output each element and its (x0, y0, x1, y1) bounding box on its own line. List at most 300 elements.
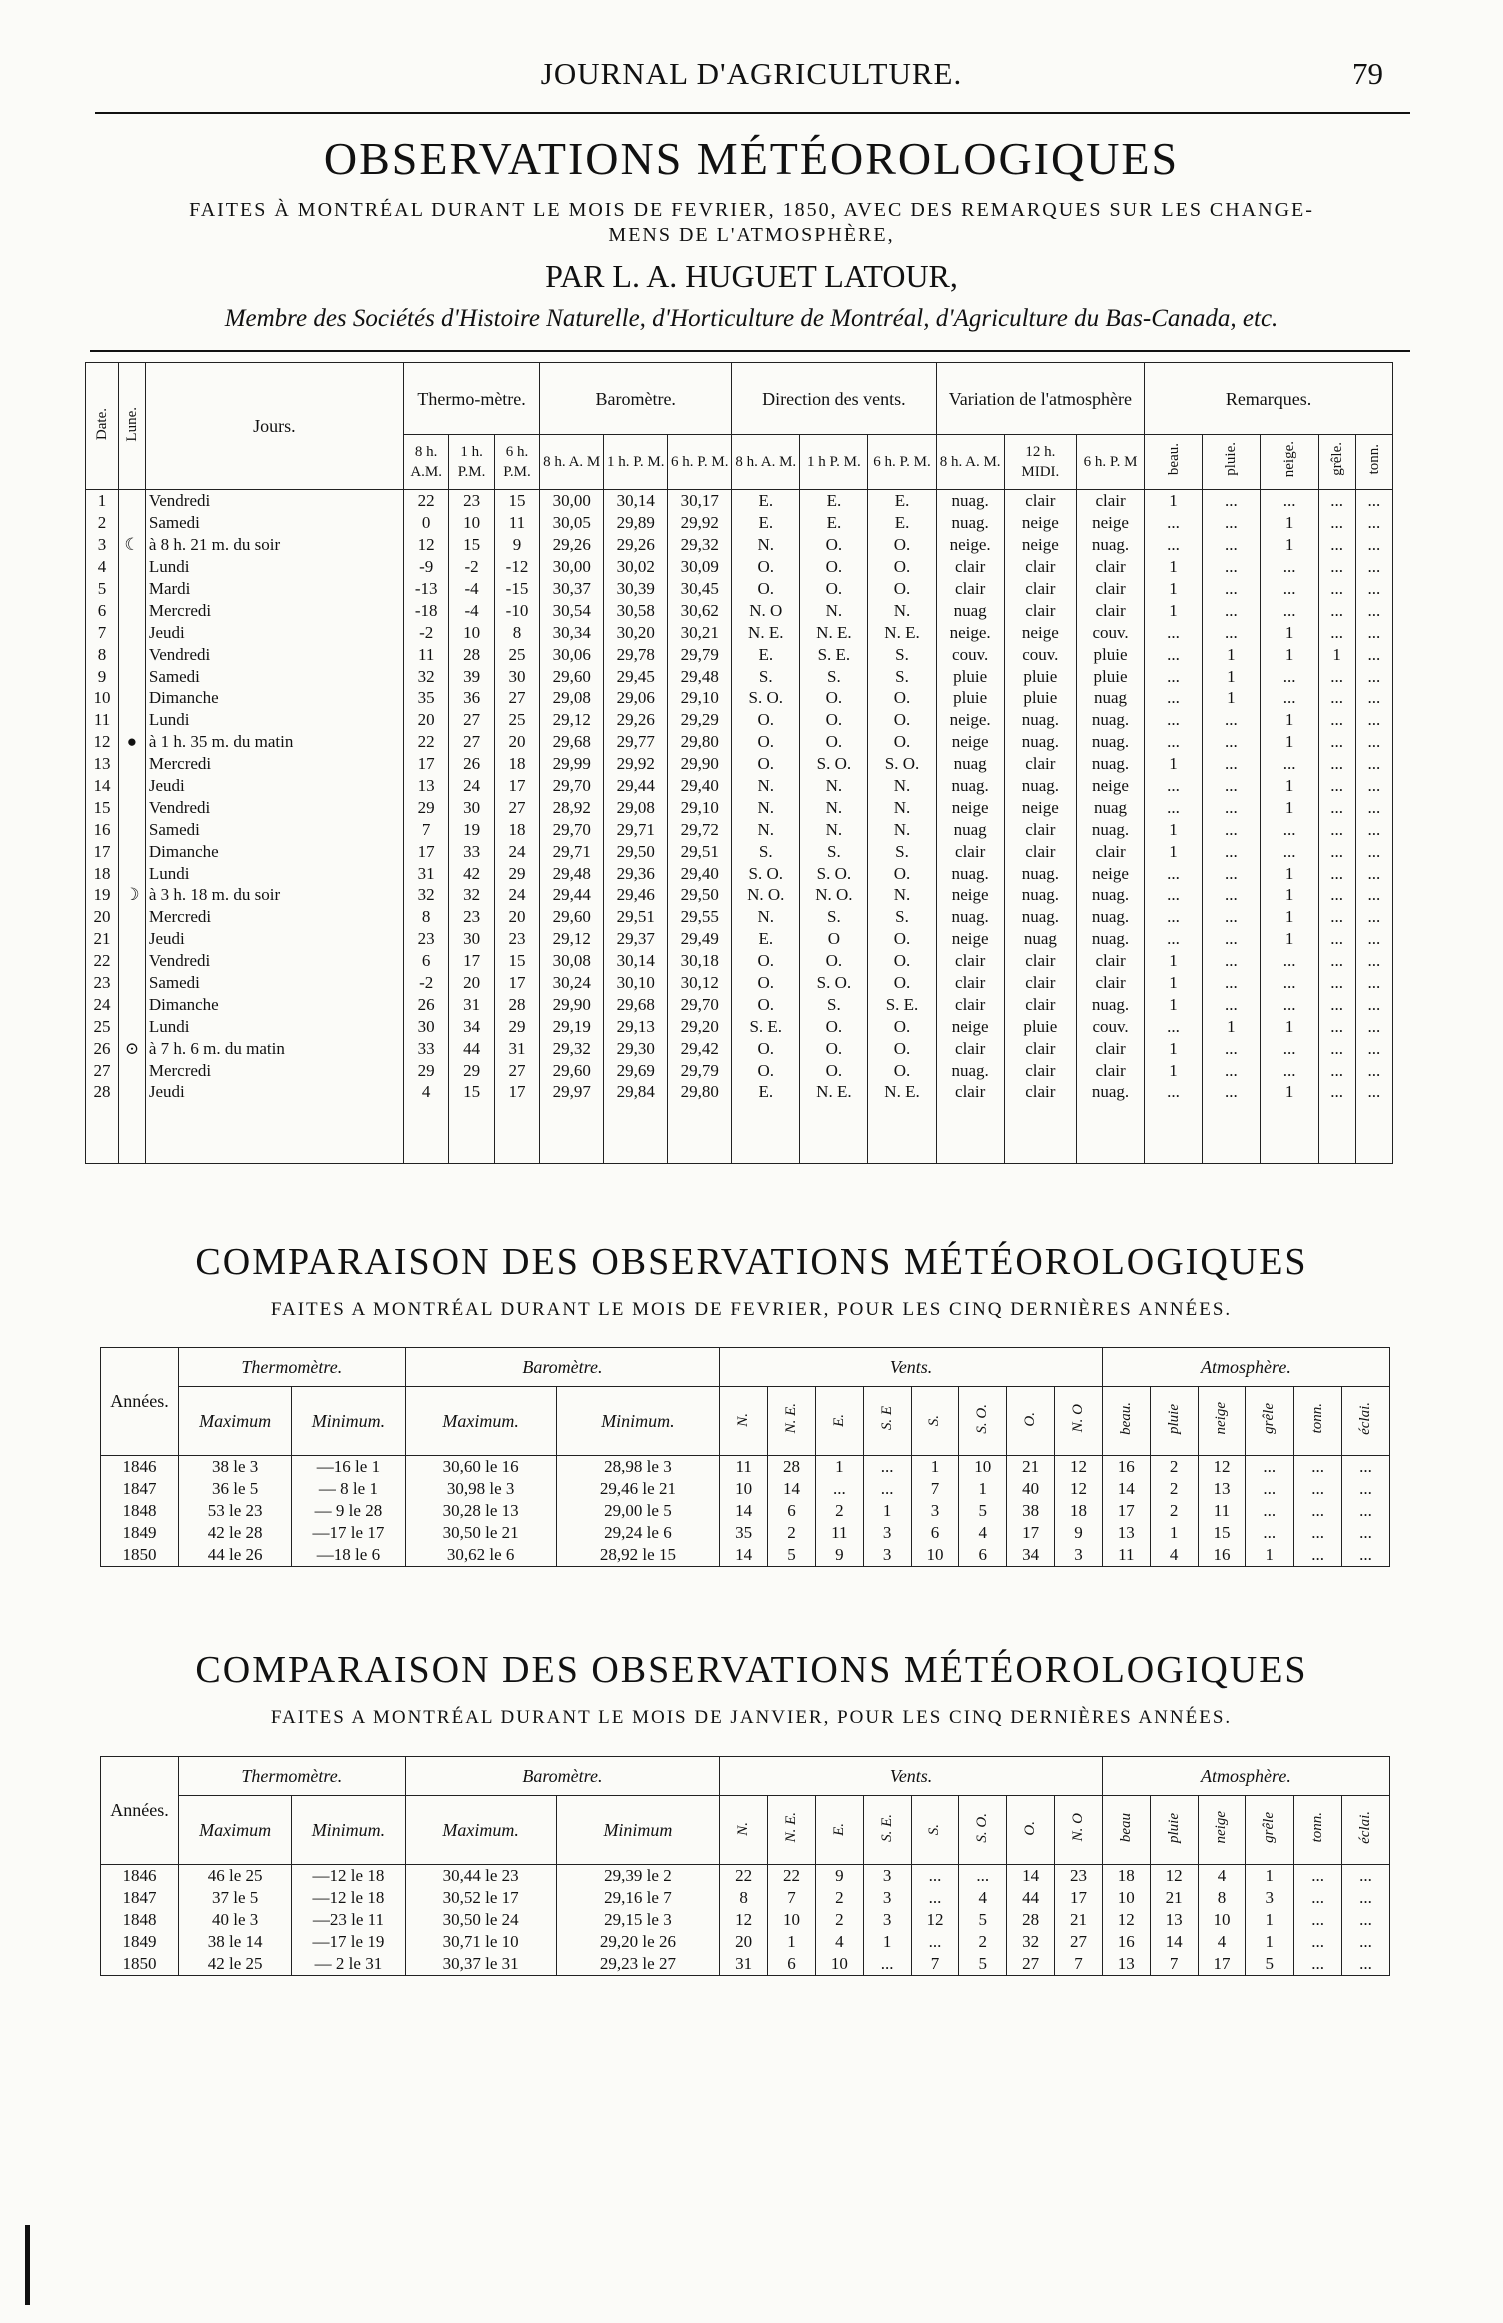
blank-cell (1260, 1103, 1318, 1164)
value-cell: ... (1342, 1953, 1390, 1976)
remark-cell: ... (1355, 775, 1392, 797)
year-cell: 1850 (101, 1953, 179, 1976)
value-cell: 29,50 (668, 884, 732, 906)
value-cell: neige (936, 796, 1004, 818)
table-row (86, 840, 1393, 862)
running-head (0, 50, 1503, 100)
year-cell: 1849 (101, 1931, 179, 1953)
value-cell: 13 (1102, 1953, 1150, 1976)
sub-column-header (1342, 1387, 1390, 1456)
remark-cell: ... (1202, 753, 1260, 775)
remark-cell: ... (1318, 599, 1355, 621)
value-cell: 27 (494, 1059, 539, 1081)
value-cell: 31 (720, 1953, 768, 1976)
value-cell: 1 (1246, 1931, 1294, 1953)
value-cell: 5 (959, 1909, 1007, 1931)
sub-column-label: O. (1022, 1820, 1039, 1836)
value-cell: 1 (815, 1456, 863, 1479)
running-title: JOURNAL D'AGRICULTURE. (540, 56, 963, 91)
value-cell: 30,58 (604, 599, 668, 621)
value-cell: clair (936, 972, 1004, 994)
remark-cell: ... (1318, 906, 1355, 928)
value-cell: nuag. (1004, 775, 1076, 797)
day-cell: Jeudi (145, 621, 403, 643)
remark-cell: ... (1202, 972, 1260, 994)
value-cell: 14 (720, 1500, 768, 1522)
value-cell: clair (936, 1037, 1004, 1059)
table-row (86, 665, 1393, 687)
remark-cell: ... (1318, 709, 1355, 731)
blank-cell (86, 1103, 119, 1164)
sub-column-header (959, 1387, 1007, 1456)
remark-cell: ... (1318, 950, 1355, 972)
remark-cell: 1 (1145, 490, 1203, 512)
remark-cell: ... (1260, 840, 1318, 862)
value-cell: N. E. (800, 621, 868, 643)
value-cell: 29,37 (604, 928, 668, 950)
value-cell: couv. (1076, 1015, 1144, 1037)
value-cell: nuag. (1004, 862, 1076, 884)
table-row (86, 490, 1393, 512)
date-cell: 23 (86, 972, 119, 994)
date-cell: 4 (86, 556, 119, 578)
value-cell: 20 (720, 1931, 768, 1953)
time-header-10: 12 h. MIDI. (1004, 435, 1076, 490)
sub-column-label: S. (926, 1415, 943, 1427)
sub-column-label: S. (926, 1824, 943, 1836)
value-cell: 27 (494, 796, 539, 818)
moon-phase-cell (119, 556, 146, 578)
value-cell: 28 (768, 1456, 816, 1479)
remark-cell: ... (1355, 1037, 1392, 1059)
value-cell: O. (800, 556, 868, 578)
date-cell: 7 (86, 621, 119, 643)
value-cell: 17 (403, 753, 448, 775)
remark-cell: ... (1355, 906, 1392, 928)
remark-cell: ... (1355, 950, 1392, 972)
value-cell: N. (732, 796, 800, 818)
remark-cell: ... (1260, 1059, 1318, 1081)
remark-cell: ... (1202, 775, 1260, 797)
value-cell: 4 (1198, 1931, 1246, 1953)
sub-column-label: beau. (1117, 1402, 1134, 1435)
value-cell: ... (1342, 1500, 1390, 1522)
value-cell: ... (1294, 1478, 1342, 1500)
day-cell: Mercredi (145, 906, 403, 928)
value-cell: S. O. (732, 687, 800, 709)
value-cell: 29,42 (668, 1037, 732, 1059)
value-cell: ... (1294, 1909, 1342, 1931)
value-cell: —16 le 1 (292, 1456, 405, 1479)
sub-column-label: S. O. (974, 1812, 991, 1843)
value-cell: neige. (936, 709, 1004, 731)
sub-column-label: neige (1213, 1402, 1230, 1435)
value-cell: O. (868, 534, 936, 556)
value-cell: S. (800, 840, 868, 862)
remark-cell: ... (1202, 578, 1260, 600)
remark-cell: ... (1355, 1015, 1392, 1037)
sub-column-label: N. O (1069, 1813, 1086, 1842)
value-cell: clair (1076, 490, 1144, 512)
value-cell: N. O (732, 599, 800, 621)
value-cell: 31 (403, 862, 448, 884)
moon-phase-cell: ☽ (119, 884, 146, 906)
value-cell: 6 (911, 1522, 959, 1544)
value-cell: 9 (494, 534, 539, 556)
value-cell: N. (732, 775, 800, 797)
byline: PAR L. A. HUGUET LATOUR, (545, 258, 958, 294)
value-cell: 5 (959, 1500, 1007, 1522)
value-cell: 28,98 le 3 (556, 1456, 720, 1479)
remark-cell: 1 (1145, 556, 1203, 578)
value-cell: 7 (403, 818, 448, 840)
date-cell: 18 (86, 862, 119, 884)
value-cell: -18 (403, 599, 448, 621)
value-cell: O. (800, 1015, 868, 1037)
value-cell: 23 (1055, 1865, 1103, 1888)
value-cell: 30,24 (540, 972, 604, 994)
sub-column-header (1102, 1387, 1150, 1456)
value-cell: 29,29 (668, 709, 732, 731)
remark-cell: ... (1202, 709, 1260, 731)
value-cell: 33 (449, 840, 494, 862)
remark-cell: ... (1355, 731, 1392, 753)
blank-cell (936, 1103, 1004, 1164)
value-cell: 29,99 (540, 753, 604, 775)
value-cell: 32 (1007, 1931, 1055, 1953)
value-cell: 17 (1055, 1887, 1103, 1909)
value-cell: neige (936, 884, 1004, 906)
value-cell: 30,37 (540, 578, 604, 600)
value-cell: N. (868, 775, 936, 797)
value-cell: 29,84 (604, 1081, 668, 1103)
remark-cell: ... (1202, 621, 1260, 643)
value-cell: nuag. (936, 512, 1004, 534)
value-cell: ... (911, 1865, 959, 1888)
value-cell: ... (1294, 1931, 1342, 1953)
value-cell: 29,10 (668, 796, 732, 818)
table-row (101, 1500, 1390, 1522)
value-cell: 28 (494, 993, 539, 1015)
remark-cell: ... (1202, 599, 1260, 621)
day-cell: Jeudi (145, 1081, 403, 1103)
value-cell: 28,92 le 15 (556, 1544, 720, 1567)
comparison-feb-subtitle: FAITES A MONTRÉAL DURANT LE MOIS DE FEVRIER, POUR LES CINQ DERNIÈRES ANNÉES. (270, 1299, 1233, 1320)
remark-cell: 1 (1145, 599, 1203, 621)
sub-column-label: S. E. (878, 1813, 895, 1842)
value-cell: nuag (1076, 796, 1144, 818)
remark-cell: ... (1260, 578, 1318, 600)
value-cell: 1 (1246, 1865, 1294, 1888)
remark-cell: ... (1355, 490, 1392, 512)
value-cell: 1 (863, 1500, 911, 1522)
value-cell: 30,60 le 16 (405, 1456, 556, 1479)
value-cell: N. E. (732, 621, 800, 643)
value-cell: 1 (1150, 1522, 1198, 1544)
value-cell: 44 (449, 1037, 494, 1059)
value-cell: 8 (494, 621, 539, 643)
sub-column-label: N. (735, 1821, 752, 1836)
year-cell: 1847 (101, 1887, 179, 1909)
remark-cell: 1 (1202, 643, 1260, 665)
sub-column-header (768, 1796, 816, 1865)
value-cell: clair (1004, 753, 1076, 775)
remark-cell: 1 (1260, 906, 1318, 928)
sub-column-header (1102, 1796, 1150, 1865)
value-cell: 14 (1007, 1865, 1055, 1888)
remark-cell: ... (1145, 1015, 1203, 1037)
remark-cell: ... (1318, 928, 1355, 950)
value-cell: 29,79 (668, 1059, 732, 1081)
value-cell: — 2 le 31 (292, 1953, 405, 1976)
year-cell: 1846 (101, 1865, 179, 1888)
value-cell: ... (1342, 1887, 1390, 1909)
value-cell: ... (1294, 1522, 1342, 1544)
value-cell: S. O. (732, 862, 800, 884)
table-row (101, 1522, 1390, 1544)
value-cell: 3 (863, 1544, 911, 1567)
value-cell: 32 (403, 665, 448, 687)
day-cell: à 7 h. 6 m. du matin (145, 1037, 403, 1059)
col-date-header: Date. (86, 363, 119, 490)
value-cell: -2 (403, 972, 448, 994)
value-cell: 40 le 3 (179, 1909, 292, 1931)
date-cell: 25 (86, 1015, 119, 1037)
vents-group-header: Direction des vents. (732, 363, 936, 435)
value-cell: 30,06 (540, 643, 604, 665)
day-cell: Dimanche (145, 993, 403, 1015)
value-cell: 17 (494, 1081, 539, 1103)
value-cell: 30,05 (540, 512, 604, 534)
value-cell: O. (868, 709, 936, 731)
value-cell: S. (732, 840, 800, 862)
value-cell: 29,40 (668, 862, 732, 884)
blank-cell (868, 1103, 936, 1164)
value-cell: 5 (768, 1544, 816, 1567)
value-cell: pluie (1004, 665, 1076, 687)
value-cell: S. (868, 643, 936, 665)
table-row (86, 599, 1393, 621)
value-cell: 11 (1102, 1544, 1150, 1567)
value-cell: 22 (403, 731, 448, 753)
sub-column-label: pluie (1165, 1403, 1182, 1434)
value-cell: 17 (494, 972, 539, 994)
value-cell: couv. (1004, 643, 1076, 665)
value-cell: 29,48 (668, 665, 732, 687)
remark-cell: ... (1318, 621, 1355, 643)
value-cell: 29,72 (668, 818, 732, 840)
value-cell: ... (1246, 1456, 1294, 1479)
value-cell: N. (868, 796, 936, 818)
date-cell: 20 (86, 906, 119, 928)
value-cell: 5 (1246, 1953, 1294, 1976)
value-cell: N. O. (732, 884, 800, 906)
value-cell: —18 le 6 (292, 1544, 405, 1567)
remark-cell: ... (1318, 775, 1355, 797)
remark-cell: 1 (1202, 687, 1260, 709)
value-cell: nuag. (936, 906, 1004, 928)
moon-phase-cell (119, 621, 146, 643)
date-cell: 5 (86, 578, 119, 600)
value-cell: 13 (403, 775, 448, 797)
sub-column-header: Maximum. (405, 1387, 556, 1456)
value-cell: 29,10 (668, 687, 732, 709)
remark-header-4 (1355, 435, 1392, 490)
table-row (86, 687, 1393, 709)
remark-cell: 1 (1260, 621, 1318, 643)
sub-column-header: Minimum. (556, 1387, 720, 1456)
value-cell: 29,80 (668, 731, 732, 753)
value-cell: 30 (403, 1015, 448, 1037)
value-cell: 15 (494, 490, 539, 512)
value-cell: 5 (959, 1953, 1007, 1976)
value-cell: 30,62 (668, 599, 732, 621)
value-cell: -2 (449, 556, 494, 578)
table-row (86, 512, 1393, 534)
value-cell: 16 (1102, 1931, 1150, 1953)
remark-cell: ... (1145, 775, 1203, 797)
value-cell: 10 (959, 1456, 1007, 1479)
remark-cell: ... (1355, 993, 1392, 1015)
thermometre-header: Thermomètre. (179, 1348, 406, 1387)
value-cell: 29,06 (604, 687, 668, 709)
sub-column-label: grêle (1261, 1403, 1278, 1434)
value-cell: nuag. (1004, 731, 1076, 753)
value-cell: 29,08 (604, 796, 668, 818)
value-cell: 37 le 5 (179, 1887, 292, 1909)
value-cell: neige (1004, 621, 1076, 643)
remark-cell: 1 (1260, 709, 1318, 731)
value-cell: O. (800, 950, 868, 972)
value-cell: 30,98 le 3 (405, 1478, 556, 1500)
moon-phase-cell (119, 950, 146, 972)
value-cell: 29,77 (604, 731, 668, 753)
remark-cell: 1 (1202, 1015, 1260, 1037)
table-row (86, 643, 1393, 665)
moon-phase-cell (119, 1015, 146, 1037)
value-cell: clair (1004, 993, 1076, 1015)
value-cell: couv. (1076, 621, 1144, 643)
value-cell: 10 (449, 621, 494, 643)
value-cell: 30,50 le 24 (405, 1909, 556, 1931)
remark-cell: ... (1202, 906, 1260, 928)
value-cell: E. (732, 1081, 800, 1103)
value-cell: 13 (1102, 1522, 1150, 1544)
value-cell: 35 (720, 1522, 768, 1544)
remark-header-0 (1145, 435, 1203, 490)
table-row (86, 753, 1393, 775)
value-cell: -2 (403, 621, 448, 643)
value-cell: 15 (449, 534, 494, 556)
value-cell: 29,68 (604, 993, 668, 1015)
value-cell: clair (1004, 556, 1076, 578)
value-cell: 29,92 (668, 512, 732, 534)
affiliation: Membre des Sociétés d'Histoire Naturelle, d'Horticulture de Montréal, d'Agriculture du Bas-Canada, etc. (224, 305, 1279, 332)
value-cell: —23 le 11 (292, 1909, 405, 1931)
value-cell: nuag. (1076, 709, 1144, 731)
value-cell: N. (800, 818, 868, 840)
value-cell: 19 (449, 818, 494, 840)
table-row (101, 1931, 1390, 1953)
value-cell: 34 (449, 1015, 494, 1037)
remark-cell: ... (1355, 687, 1392, 709)
value-cell: 11 (815, 1522, 863, 1544)
moon-phase-cell (119, 928, 146, 950)
value-cell: 18 (1102, 1865, 1150, 1888)
remark-cell: ... (1318, 1037, 1355, 1059)
sub-column-label: éclai. (1357, 1402, 1373, 1435)
value-cell: 33 (403, 1037, 448, 1059)
value-cell: 30,28 le 13 (405, 1500, 556, 1522)
value-cell: nuag (1076, 687, 1144, 709)
value-cell: clair (936, 556, 1004, 578)
sub-column-label: S. O. (974, 1403, 991, 1434)
sub-column-label: N. O (1069, 1404, 1086, 1433)
value-cell: ... (911, 1931, 959, 1953)
value-cell: 15 (494, 950, 539, 972)
blank-cell (1145, 1103, 1203, 1164)
remark-cell: ... (1145, 512, 1203, 534)
value-cell: ... (1342, 1478, 1390, 1500)
remark-cell: ... (1202, 1059, 1260, 1081)
blank-cell (604, 1103, 668, 1164)
value-cell: N. (800, 775, 868, 797)
value-cell: 11 (720, 1456, 768, 1479)
comparison-feb-table (100, 1347, 1390, 1567)
date-cell: 16 (86, 818, 119, 840)
value-cell: 30,54 (540, 599, 604, 621)
remark-cell: ... (1318, 665, 1355, 687)
remark-header-label: pluie. (1223, 442, 1240, 476)
date-cell: 9 (86, 665, 119, 687)
sub-column-header (959, 1796, 1007, 1865)
moon-phase-cell (119, 490, 146, 512)
value-cell: nuag. (936, 775, 1004, 797)
date-cell: 19 (86, 884, 119, 906)
value-cell: 15 (1198, 1522, 1246, 1544)
sub-column-label: éclai. (1357, 1811, 1373, 1844)
value-cell: ... (1294, 1500, 1342, 1522)
blank-cell (494, 1103, 539, 1164)
observations-table (85, 362, 1393, 1164)
value-cell: S. (800, 993, 868, 1015)
value-cell: 21 (1007, 1456, 1055, 1479)
value-cell: clair (1004, 818, 1076, 840)
remark-cell: 1 (1145, 993, 1203, 1015)
date-cell: 2 (86, 512, 119, 534)
day-cell: Samedi (145, 512, 403, 534)
value-cell: 29,46 (604, 884, 668, 906)
remark-cell: ... (1318, 1081, 1355, 1103)
value-cell: O. (800, 731, 868, 753)
value-cell: ... (863, 1953, 911, 1976)
sub-column-header: Maximum. (405, 1796, 556, 1865)
value-cell: ... (1294, 1887, 1342, 1909)
date-cell: 14 (86, 775, 119, 797)
value-cell: ... (1294, 1456, 1342, 1479)
day-cell: Mercredi (145, 753, 403, 775)
table-row (86, 621, 1393, 643)
value-cell: 25 (494, 709, 539, 731)
remark-cell: ... (1145, 665, 1203, 687)
sub-column-label: S. E (878, 1406, 895, 1431)
moon-phase-cell: ☾ (119, 534, 146, 556)
value-cell: 29,97 (540, 1081, 604, 1103)
value-cell: O. (732, 950, 800, 972)
value-cell: 21 (1055, 1909, 1103, 1931)
remark-cell: 1 (1145, 950, 1203, 972)
value-cell: 26 (403, 993, 448, 1015)
